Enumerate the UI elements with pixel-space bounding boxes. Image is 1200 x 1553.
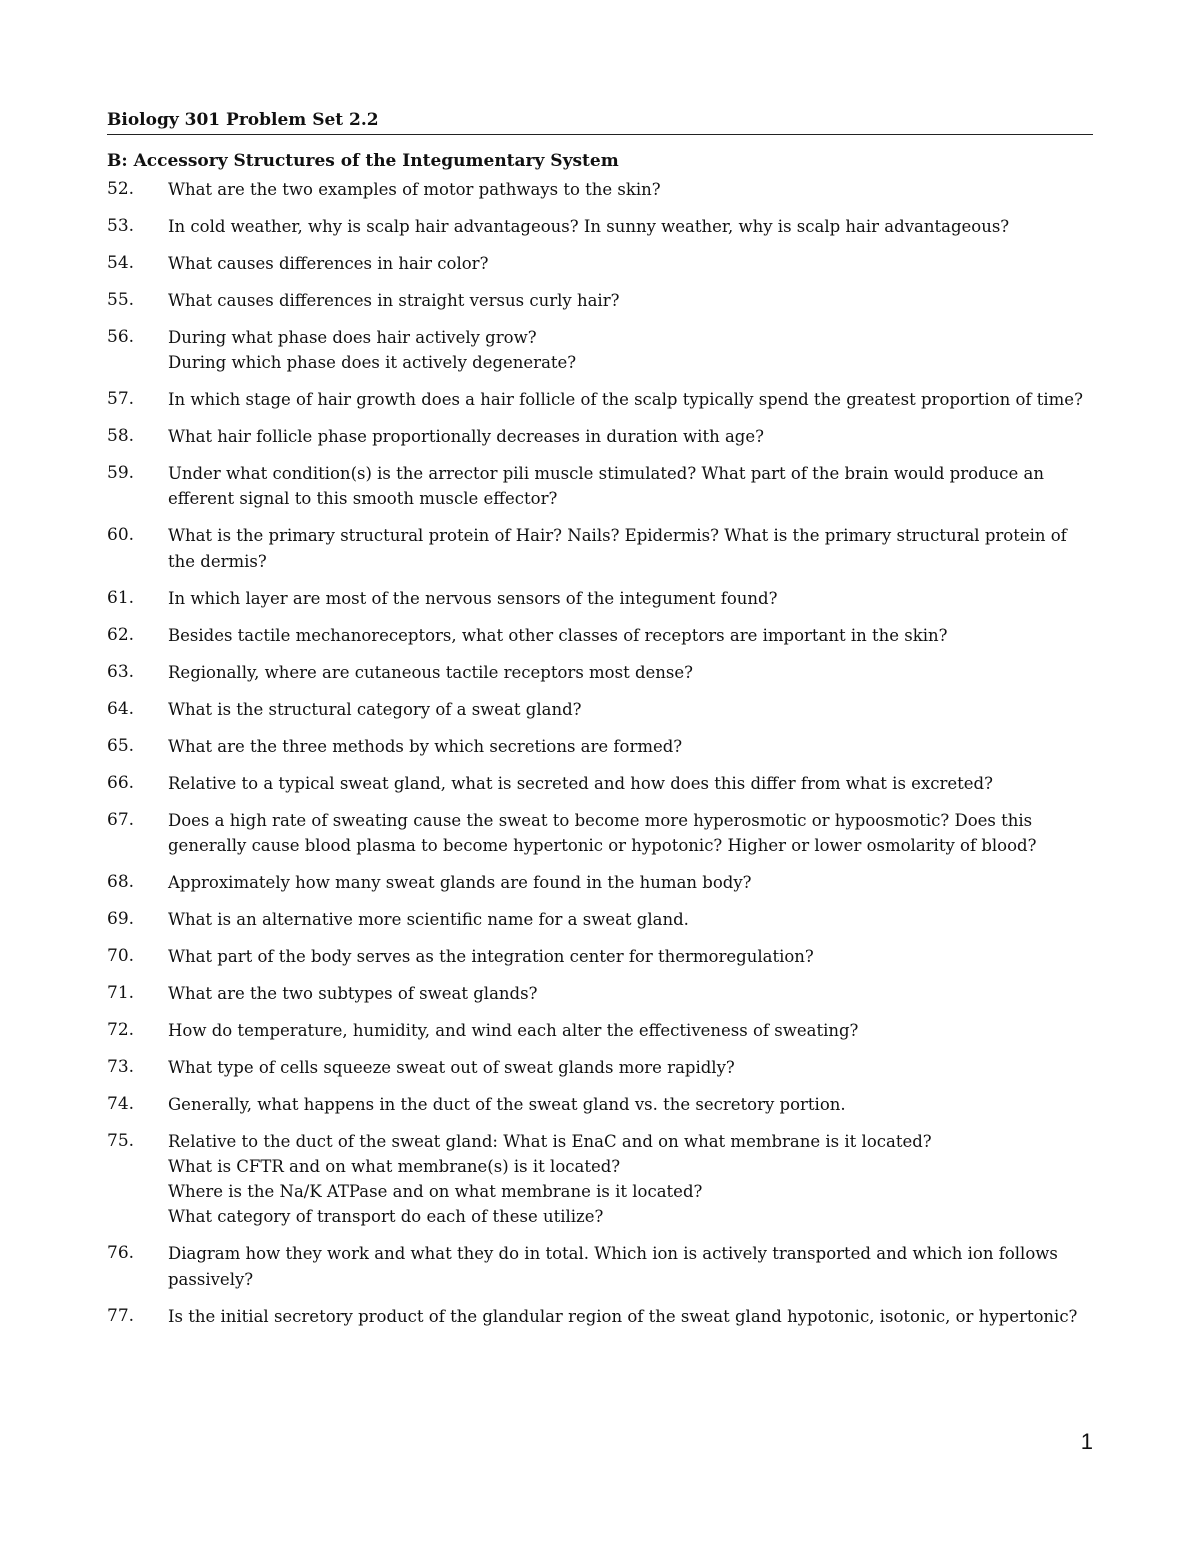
question-number: 60. [107,525,135,546]
question-line: Relative to a typical sweat gland, what is secreted and how does this differ from what is excreted? [168,773,993,793]
question-line: What are the three methods by which secretions are formed? [168,736,683,756]
question-item [107,981,1093,1006]
question-text [168,808,1093,858]
question-item [107,660,1093,685]
question-item [107,1241,1093,1291]
question-item [107,1092,1093,1117]
question-item [107,461,1093,511]
question-line: During what phase does hair actively grow? [168,328,537,347]
question-number: 63. [107,661,135,682]
question-item [107,1129,1093,1230]
question-text [168,461,1093,511]
question-number: 75. [107,1130,135,1151]
question-item [107,1055,1093,1080]
question-line: What type of cells squeeze sweat out of sweat glands more rapidly? [168,1057,735,1077]
question-text [168,944,1093,969]
page-number: 1 [1080,1429,1093,1454]
question-text [168,623,1093,648]
question-number: 70. [107,945,135,966]
question-line: What hair follicle phase proportionally decreases in duration with age? [168,427,764,447]
question-list [107,177,1093,1329]
question-text [168,1092,1093,1117]
question-item [107,523,1093,573]
question-line: What part of the body serves as the integration center for thermoregulation? [168,946,814,966]
question-line: In which layer are most of the nervous sensors of the integument found? [168,588,778,608]
question-text [168,1304,1093,1329]
question-item [107,177,1093,202]
question-number: 77. [107,1305,135,1326]
question-text [168,981,1093,1006]
question-text [168,907,1093,932]
question-line: How do temperature, humidity, and wind each alter the effectiveness of sweating? [168,1020,859,1040]
question-number: 74. [107,1093,135,1114]
question-line: In cold weather, why is scalp hair advantageous? In sunny weather, why is scalp hair advantageous? [168,217,1010,236]
question-line: What is the primary structural protein of Hair? Nails? Epidermis? What is the primary structural protein of the dermis? [168,526,1067,571]
question-line: Is the initial secretory product of the glandular region of the sweat gland hypotonic, isotonic, or hypertonic? [168,1306,1078,1326]
question-line: What causes differences in hair color? [168,254,489,273]
question-line: What is the structural category of a sweat gland? [168,699,582,719]
question-item [107,771,1093,796]
question-item [107,907,1093,932]
question-number: 53. [107,216,135,236]
question-item [107,944,1093,969]
question-text [168,586,1093,611]
question-item [107,251,1093,276]
question-line: During which phase does it actively degenerate? [168,353,577,373]
question-item [107,623,1093,648]
question-text [168,523,1093,573]
question-line: What are the two subtypes of sweat glands? [168,983,538,1003]
question-line: Regionally, where are cutaneous tactile receptors most dense? [168,662,693,682]
question-number: 69. [107,908,135,929]
question-number: 59. [107,463,135,484]
question-number: 72. [107,1019,135,1040]
question-number: 62. [107,624,135,645]
question-number: 52. [107,179,135,199]
question-line: In which stage of hair growth does a hair follicle of the scalp typically spend the greatest proportion of time? [168,390,1083,410]
question-text [168,870,1093,895]
question-number: 65. [107,735,135,756]
question-item [107,288,1093,313]
question-text [168,660,1093,685]
question-item [107,325,1093,375]
document-title: Biology 301 Problem Set 2.2 [107,108,1093,135]
question-text [168,325,1093,375]
question-item [107,214,1093,239]
question-text [168,1129,1093,1230]
question-text [168,734,1093,759]
question-number: 57. [107,389,135,410]
question-line: Under what condition(s) is the arrector pili muscle stimulated? What part of the brain would produce an efferent signal to this smooth muscle effector? [168,464,1044,509]
question-line: Besides tactile mechanoreceptors, what other classes of receptors are important in the skin? [168,625,948,645]
question-text [168,1018,1093,1043]
question-line: Where is the Na/K ATPase and on what membrane is it located? [168,1182,703,1202]
question-item [107,424,1093,449]
document-page [107,108,1093,1341]
question-item [107,1304,1093,1329]
question-text [168,697,1093,722]
question-text [168,771,1093,796]
question-text [168,387,1093,412]
question-number: 58. [107,426,135,447]
question-item [107,734,1093,759]
question-item [107,1018,1093,1043]
question-line: Approximately how many sweat glands are found in the human body? [168,872,752,892]
question-item [107,808,1093,858]
question-line: What category of transport do each of these utilize? [168,1207,604,1227]
question-number: 67. [107,809,135,830]
question-number: 64. [107,698,135,719]
question-line: Relative to the duct of the sweat gland: What is EnaC and on what membrane is it located? [168,1131,932,1151]
question-number: 56. [107,327,135,347]
question-text [168,251,1093,276]
question-number: 71. [107,982,135,1003]
question-text [168,424,1093,449]
question-number: 55. [107,290,135,310]
question-number: 61. [107,587,135,608]
question-text [168,288,1093,313]
question-line: What is an alternative more scientific name for a sweat gland. [168,909,689,929]
question-item [107,586,1093,611]
question-number: 73. [107,1056,135,1077]
question-item [107,387,1093,412]
question-number: 66. [107,772,135,793]
question-text [168,1055,1093,1080]
question-item [107,697,1093,722]
question-text [168,177,1093,202]
question-line: Does a high rate of sweating cause the sweat to become more hyperosmotic or hypoosmotic? Does this generally cause blood plasma to become hypertonic or hypotonic? Higher or lower osmolarity of blood? [168,810,1037,855]
section-heading: B: Accessory Structures of the Integumentary System [107,151,619,171]
question-number: 76. [107,1243,135,1264]
question-text [168,1241,1093,1291]
question-number: 54. [107,253,135,273]
question-item [107,870,1093,895]
question-number: 68. [107,871,135,892]
question-line: What is CFTR and on what membrane(s) is it located? [168,1157,621,1177]
question-line: What are the two examples of motor pathways to the skin? [168,180,661,199]
question-line: Generally, what happens in the duct of the sweat gland vs. the secretory portion. [168,1094,846,1114]
question-line: Diagram how they work and what they do in total. Which ion is actively transported and which ion follows passively? [168,1244,1058,1289]
question-line: What causes differences in straight versus curly hair? [168,291,620,310]
question-text [168,214,1093,239]
